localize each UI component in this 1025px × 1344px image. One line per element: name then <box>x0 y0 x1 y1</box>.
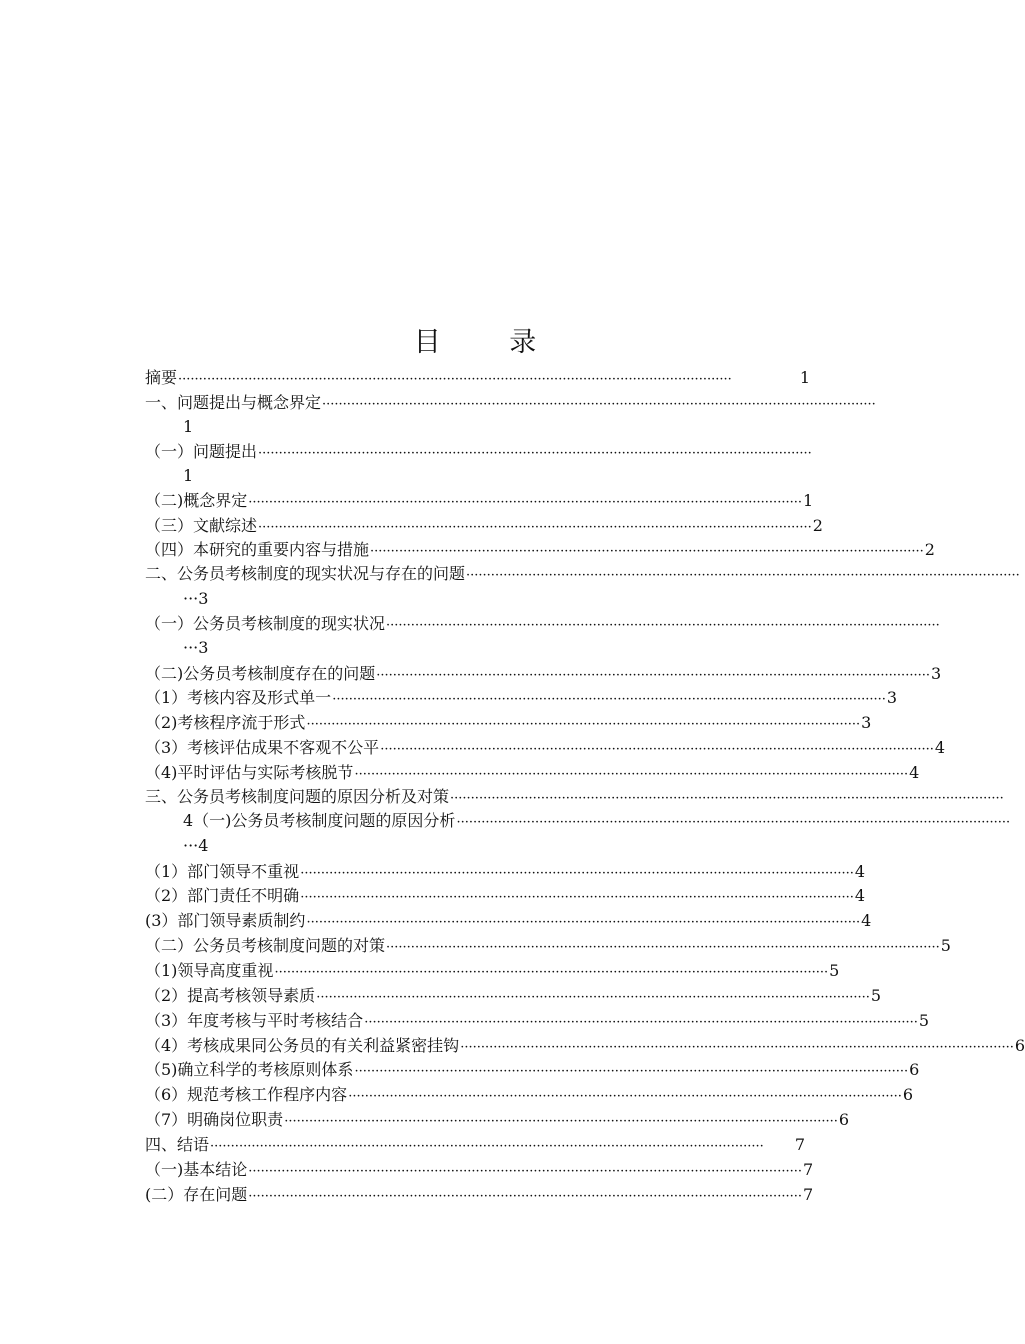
toc-entry-label: （4)平时评估与实际考核脱节 <box>145 763 354 782</box>
dot-leader: ······································································································································ <box>248 495 802 510</box>
toc-entry[interactable] <box>145 366 810 390</box>
toc-entry-label: 一、问题提出与概念界定 <box>145 393 322 412</box>
dot-leader: ······································································································································ <box>348 1089 902 1104</box>
toc-entry-label: （3）年度考核与平时考核结合 <box>145 1011 364 1030</box>
toc-entry-page: 5 <box>870 986 882 1005</box>
toc-entry-label: 四、结语 <box>145 1135 210 1154</box>
dot-leader: ······································································································································ <box>376 668 930 683</box>
dot-leader: ······································································································································ <box>210 1139 764 1154</box>
dot-leader: ······································································································································ <box>354 1064 909 1079</box>
toc-entry-label: （2)考核程序流于形式 <box>145 713 306 732</box>
toc-entry[interactable] <box>145 909 872 933</box>
toc-entry[interactable] <box>145 1058 920 1082</box>
toc-entry-page: 7 <box>802 1185 814 1204</box>
dot-leader: ······································································································································ <box>306 915 861 930</box>
toc-entry[interactable] <box>145 1009 930 1033</box>
toc-entry[interactable] <box>145 662 942 686</box>
toc-entry-label: （二）公务员考核制度问题的对策 <box>145 936 386 955</box>
toc-entry-label: 二、公务员考核制度的现实状况与存在的问题 <box>145 564 466 583</box>
toc-entry[interactable] <box>145 1083 914 1107</box>
toc-entry[interactable] <box>145 736 946 760</box>
dot-leader: ······································································································································ <box>300 866 854 881</box>
toc-entry-label: （一）问题提出 <box>145 442 258 461</box>
toc-entry-page: 4 <box>934 738 946 757</box>
toc-entry[interactable] <box>145 1034 1025 1058</box>
toc-title: 目 录 <box>413 327 567 358</box>
toc-entry-page: ···4 <box>183 836 209 855</box>
toc-entry-label: （一）公务员考核制度的现实状况 <box>145 614 386 633</box>
toc-entry-page: 5 <box>918 1011 930 1030</box>
toc-entry-label: （二)公务员考核制度存在的问题 <box>145 664 376 683</box>
toc-entry-label: （2）部门责任不明确 <box>145 886 300 905</box>
toc-entry[interactable] <box>145 761 920 785</box>
toc-entry[interactable] <box>145 1108 850 1132</box>
toc-entry-page: 4 <box>861 911 872 930</box>
dot-leader: ······································································································································ <box>248 1189 802 1204</box>
dot-leader: ······································································································································ <box>322 397 876 412</box>
toc-entry-page: 4 <box>854 862 866 881</box>
toc-entry-label: （4）考核成果同公务员的有关利益紧密挂钩 <box>145 1036 460 1055</box>
toc-entry-page: ···3 <box>183 638 209 657</box>
dot-leader: ······································································································································ <box>450 791 1004 806</box>
dot-leader: ······································································································································ <box>300 890 854 905</box>
dot-leader: ······································································································································ <box>284 1114 838 1129</box>
dot-leader: ······································································································································ <box>466 568 1020 583</box>
toc-entry-page: 7 <box>802 1160 814 1179</box>
toc-entry[interactable] <box>145 440 812 464</box>
dot-leader: ······································································································································ <box>364 1015 918 1030</box>
dot-leader: ······································································································································ <box>332 692 886 707</box>
toc-entry-label: （一)基本结论 <box>145 1160 248 1179</box>
toc-entry-label: （1)领导高度重视 <box>145 961 274 980</box>
toc-entry-page: 1 <box>183 417 194 436</box>
toc-entry-page: 6 <box>909 1060 920 1079</box>
toc-entry-page: 1 <box>183 466 194 485</box>
toc-entry-label: (3）部门领导素质制约 <box>145 911 306 930</box>
toc-entry-label: 摘要 <box>145 368 178 387</box>
dot-leader: ······································································································································ <box>258 520 812 535</box>
toc-entry[interactable] <box>145 612 940 636</box>
toc-entry[interactable] <box>145 711 872 735</box>
toc-entry-page: 4 <box>909 763 920 782</box>
toc-entry-page: 6 <box>1014 1036 1025 1055</box>
dot-leader: ······································································································································ <box>370 544 924 559</box>
toc-entry[interactable] <box>145 686 898 710</box>
toc-entry-label: （7）明确岗位职责 <box>145 1110 284 1129</box>
dot-leader: ······································································································································ <box>306 717 861 732</box>
toc-entry[interactable] <box>145 959 840 983</box>
toc-entry-page: 1 <box>802 491 814 510</box>
toc-entry-page: 3 <box>886 688 898 707</box>
toc-entry[interactable] <box>145 1158 814 1182</box>
toc-entry-page: ···3 <box>183 589 209 608</box>
toc-entry-page: 5 <box>829 961 840 980</box>
toc-entry-label: （三）文献综述 <box>145 516 258 535</box>
toc-entry[interactable] <box>183 809 1011 833</box>
toc-entry-page: 4 <box>854 886 866 905</box>
toc-entry-label: （5)确立科学的考核原则体系 <box>145 1060 354 1079</box>
toc-entry-label: （3）考核评估成果不客观不公平 <box>145 738 380 757</box>
toc-entry-page: 2 <box>924 540 935 559</box>
toc-entry[interactable] <box>145 562 1020 586</box>
toc-entry-label: 三、公务员考核制度问题的原因分析及对策 <box>145 787 450 806</box>
dot-leader: ······································································································································ <box>460 1040 1014 1055</box>
toc-entry-page: 5 <box>940 936 951 955</box>
toc-entry[interactable] <box>145 1183 814 1207</box>
toc-entry-page: 1 <box>799 368 810 387</box>
toc-entry[interactable] <box>145 514 823 538</box>
toc-entry-label: （1）考核内容及形式单一 <box>145 688 332 707</box>
dot-leader: ······································································································································ <box>354 767 909 782</box>
dot-leader: ······································································································································ <box>386 618 940 633</box>
dot-leader: ······································································································································ <box>316 990 870 1005</box>
dot-leader: ······································································································································ <box>274 965 829 980</box>
toc-entry[interactable] <box>145 884 866 908</box>
toc-entry-label: （2）提高考核领导素质 <box>145 986 316 1005</box>
toc-entry-page: 6 <box>838 1110 850 1129</box>
toc-entry[interactable] <box>145 785 1004 809</box>
toc-entry[interactable] <box>145 391 876 415</box>
toc-entry-label: 4（一)公务员考核制度问题的原因分析 <box>183 811 456 830</box>
toc-entry[interactable] <box>145 489 814 513</box>
toc-entry-label: （1）部门领导不重视 <box>145 862 300 881</box>
toc-entry-label: （四）本研究的重要内容与措施 <box>145 540 370 559</box>
dot-leader: ······································································································································ <box>386 940 940 955</box>
dot-leader: ······································································································································ <box>258 446 812 461</box>
toc-entry-label: （6）规范考核工作程序内容 <box>145 1085 348 1104</box>
toc-entry[interactable] <box>145 860 866 884</box>
toc-entry-page: 2 <box>812 516 823 535</box>
toc-entry-page: 7 <box>794 1135 805 1154</box>
dot-leader: ······································································································································ <box>380 742 934 757</box>
toc-entry[interactable] <box>145 984 882 1008</box>
toc-entry[interactable] <box>145 1133 805 1157</box>
toc-entry[interactable] <box>145 538 935 562</box>
toc-entry-label: (二）存在问题 <box>145 1185 248 1204</box>
dot-leader: ······································································································································ <box>248 1164 802 1179</box>
toc-entry-page: 3 <box>930 664 942 683</box>
dot-leader: ······································································································································ <box>178 372 732 387</box>
toc-entry-page: 3 <box>861 713 872 732</box>
toc-entry[interactable] <box>145 934 951 958</box>
toc-entry-label: （二)概念界定 <box>145 491 248 510</box>
dot-leader: ······································································································································ <box>456 815 1011 830</box>
toc-entry-page: 6 <box>902 1085 914 1104</box>
